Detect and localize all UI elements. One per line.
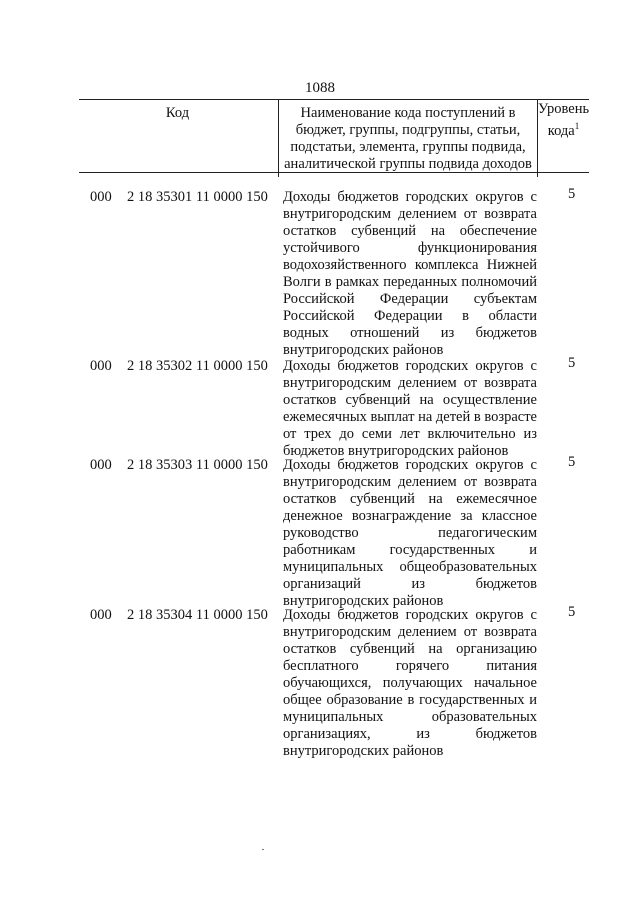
- row-code: 2 18 35303 11 0000 150: [127, 457, 268, 473]
- header-code-column: Код: [165, 105, 190, 121]
- row-level: 5: [568, 355, 576, 371]
- header-name-line: Наименование кода поступлений в: [300, 105, 516, 121]
- row-level: 5: [568, 454, 576, 470]
- row-code: 2 18 35304 11 0000 150: [127, 607, 268, 623]
- row-prefix: 000: [90, 457, 112, 473]
- row-prefix: 000: [90, 358, 112, 374]
- page-number: 1088: [305, 80, 335, 96]
- footnote-marker: 1: [574, 121, 580, 131]
- header-level-line2: [538, 118, 589, 140]
- header-level-line1: Уровень: [538, 101, 590, 117]
- row-level: 5: [568, 186, 576, 202]
- row-name: Доходы бюджетов городских округов с внутригородским делением от возврата остатков субвенций на осуществление ежемесячных выплат на детей в возрасте от трех до семи лет включительно из бюджетов внутригородских районов: [283, 358, 537, 459]
- header-level-label: кода: [547, 122, 575, 139]
- header-name-line: аналитической группы подвида доходов: [284, 156, 532, 172]
- row-prefix: 000: [90, 607, 112, 623]
- row-name: Доходы бюджетов городских округов с внутригородским делением от возврата остатков субвенций на обеспечение устойчивого функционирования водохозяйственного комплекса Нижней Волги в рамках переданных полномочий Российской Федерации субъектам Российской Федерации в области водных отношений из бюджетов внутригородских районов: [283, 189, 537, 358]
- table-header: [79, 99, 589, 173]
- header-level-column: [538, 100, 589, 173]
- row-name: Доходы бюджетов городских округов с внутригородским делением от возврата остатков субвенций на ежемесячное денежное вознаграждение за классное руководство педагогическим работникам государственных и муниципальных общеобразовательных организаций из бюджетов внутригородских районов: [283, 457, 537, 609]
- header-name-line: подстатьи, элемента, группы подвида,: [290, 139, 526, 155]
- row-code: 2 18 35301 11 0000 150: [127, 189, 268, 205]
- header-name-line: бюджет, группы, подгруппы, статьи,: [295, 122, 521, 138]
- header-name-column: [278, 100, 538, 177]
- row-prefix: 000: [90, 189, 112, 205]
- row-level: 5: [568, 604, 576, 620]
- row-code: 2 18 35302 11 0000 150: [127, 358, 268, 374]
- row-name: Доходы бюджетов городских округов с внутригородским делением от возврата остатков субвенций на организацию бесплатного горячего питания обучающихся, получающих начальное общее образование в государственных и муниципальных образовательных организациях, из бюджетов внутригородских районов: [283, 607, 537, 759]
- scan-speck: [262, 849, 264, 850]
